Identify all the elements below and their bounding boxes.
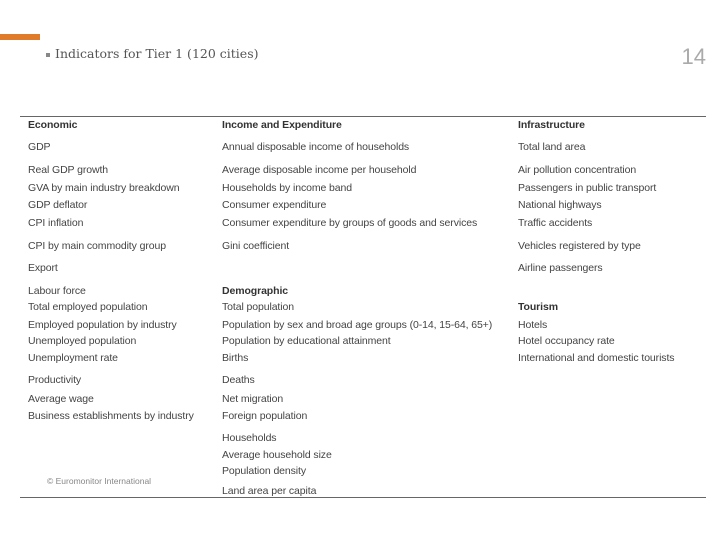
indicator-item: Unemployment rate bbox=[28, 352, 118, 364]
slide-title-text: Indicators for Tier 1 (120 cities) bbox=[55, 46, 259, 61]
indicator-item: Net migration bbox=[222, 393, 284, 405]
top-divider bbox=[20, 116, 706, 117]
indicator-item: Traffic accidents bbox=[518, 217, 593, 229]
page-number: 14 bbox=[681, 44, 706, 69]
indicator-item: Unemployed population bbox=[28, 335, 137, 347]
bottom-divider bbox=[20, 497, 706, 498]
indicator-item: Gini coefficient bbox=[222, 240, 290, 252]
section-heading: Tourism bbox=[518, 301, 558, 313]
indicator-item: GDP deflator bbox=[28, 199, 88, 211]
indicator-item: Average wage bbox=[28, 393, 94, 405]
indicator-item: Average household size bbox=[222, 449, 332, 461]
indicator-item: GVA by main industry breakdown bbox=[28, 182, 180, 194]
section-heading: Income and Expenditure bbox=[222, 119, 342, 131]
indicator-item: Hotel occupancy rate bbox=[518, 335, 615, 347]
section-heading: Demographic bbox=[222, 285, 288, 297]
section-heading: Economic bbox=[28, 119, 78, 131]
indicator-item: Births bbox=[222, 352, 249, 364]
indicator-item: Average disposable income per household bbox=[222, 164, 417, 176]
indicator-item: Households by income band bbox=[222, 182, 353, 194]
indicator-item: Consumer expenditure by groups of goods and services bbox=[222, 217, 478, 229]
indicator-item: International and domestic tourists bbox=[518, 352, 675, 364]
indicator-item: Population by educational attainment bbox=[222, 335, 391, 347]
slide-title bbox=[46, 46, 258, 61]
indicator-item: Passengers in public transport bbox=[518, 182, 657, 194]
indicator-item: Airline passengers bbox=[518, 262, 603, 274]
indicator-item: Hotels bbox=[518, 319, 548, 331]
indicator-item: National highways bbox=[518, 199, 602, 211]
indicator-item: Air pollution concentration bbox=[518, 164, 637, 176]
indicator-item: Consumer expenditure bbox=[222, 199, 327, 211]
indicator-item: CPI inflation bbox=[28, 217, 84, 229]
indicator-item: Households bbox=[222, 432, 277, 444]
indicator-item: Total land area bbox=[518, 141, 586, 153]
indicator-item: Export bbox=[28, 262, 58, 274]
indicator-item: Real GDP growth bbox=[28, 164, 109, 176]
section-heading: Infrastructure bbox=[518, 119, 585, 131]
accent-bar bbox=[0, 34, 40, 40]
indicator-item: Deaths bbox=[222, 374, 255, 386]
indicator-item: GDP bbox=[28, 141, 51, 153]
indicator-item: Population by sex and broad age groups (0-14, 15-64, 65+) bbox=[222, 319, 493, 331]
indicator-item: Foreign population bbox=[222, 410, 308, 422]
indicator-item: Population density bbox=[222, 465, 307, 477]
indicator-item: Business establishments by industry bbox=[28, 410, 194, 422]
indicator-item: Annual disposable income of households bbox=[222, 141, 410, 153]
indicator-item: CPI by main commodity group bbox=[28, 240, 166, 252]
indicator-item: Land area per capita bbox=[222, 485, 317, 497]
bullet-icon bbox=[46, 53, 50, 57]
indicator-item: Labour force bbox=[28, 285, 86, 297]
indicator-item: Vehicles registered by type bbox=[518, 240, 641, 252]
copyright: © Euromonitor International bbox=[47, 476, 152, 486]
indicator-item: Productivity bbox=[28, 374, 82, 386]
indicator-item: Employed population by industry bbox=[28, 319, 177, 331]
indicator-item: Total employed population bbox=[28, 301, 148, 313]
indicator-item: Total population bbox=[222, 301, 294, 313]
